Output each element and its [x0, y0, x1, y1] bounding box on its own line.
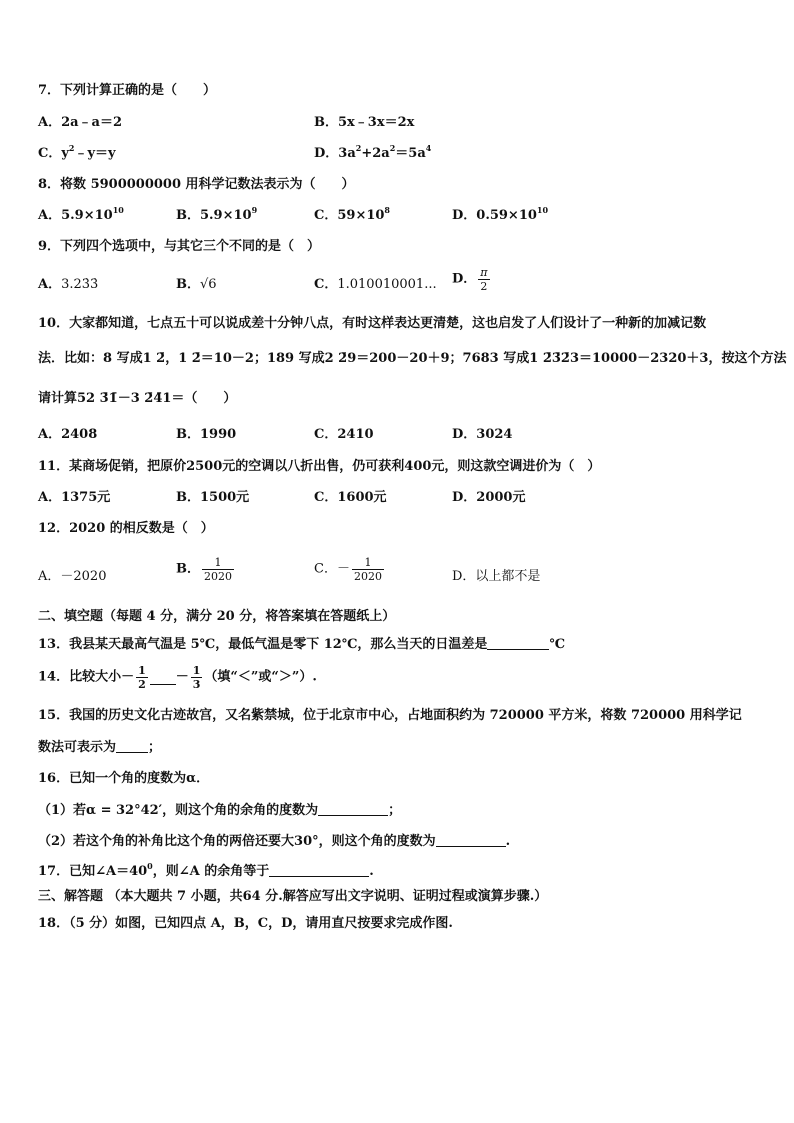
q11-option-c: C．1600元 [314, 490, 387, 505]
q10-line3: 请计算52 3̄1̄－3 2̄4̄1＝（ ） [38, 391, 237, 406]
q16-stem: 16．已知一个角的度数为α． [38, 771, 210, 786]
q12-option-c: C．－ $\frac{1}{2020}$ [314, 556, 382, 583]
q10-option-d: D．3024 [452, 427, 513, 442]
q12-option-b: B． $\frac{1}{2020}$ [176, 556, 232, 583]
q12-stem: 12．2020 的相反数是（ ） [38, 521, 214, 536]
q11-stem: 11．某商场促销，把原价2500元的空调以八折出售，仍可获利400元，则这款空调进价为（ ） [38, 459, 601, 474]
q10-option-b: B．1990 [176, 427, 237, 442]
q15-line2: 数法可表示为 ； [38, 740, 162, 755]
q8-option-c: C．$59\times 10^8$ [314, 205, 390, 223]
q15-line1: 15．我国的历史文化古迹故宫，又名紫禁城，位于北京市中心，占地面积约为 720000 平方米，将数 720000 用科学记 [38, 708, 742, 723]
q7-option-b: B．5x﹣3x＝2x [314, 115, 415, 130]
q14: 14．比较大小－ $\frac{1}{2}$ － $\frac{1}{3}$ （填“＜”或“＞”）. [38, 664, 317, 691]
q7-option-a: A．2a﹣a＝2 [38, 115, 123, 130]
q12-option-d: D．以上都不是 [452, 569, 541, 584]
q16-part1: （1）若α = 32°42′，则这个角的余角的度数为 ； [38, 803, 402, 818]
section-3-heading: 三、解答题 （本大题共 7 小题，共64 分.解答应写出文字说明、证明过程或演算步骤.） [38, 889, 548, 904]
q9-option-a: A．3.23̇3̇ [38, 277, 99, 292]
q18: 18．（5 分）如图，已知四点 A，B，C，D，请用直尺按要求完成作图. [38, 916, 453, 931]
q10-option-a: A．2408 [38, 427, 98, 442]
q13: 13．我县某天最高气温是 5℃，最低气温是零下 12℃，那么当天的日温差是 ℃ [38, 637, 566, 652]
q11-option-d: D．2000元 [452, 490, 526, 505]
q8-option-a: A．$5.9\times 10^{10}$ [38, 205, 124, 223]
q9-option-b: B．√6 [176, 277, 217, 292]
q7-option-d: D．$3a^2+2a^2=5a^4$ [314, 143, 432, 161]
section-2-heading: 二、填空题（每题 4 分，满分 20 分，将答案填在答题纸上） [38, 609, 396, 624]
q11-option-a: A．1375元 [38, 490, 111, 505]
q16-part2: （2）若这个角的补角比这个角的两倍还要大30°，则这个角的度数为 . [38, 834, 511, 849]
q8-option-b: B．$5.9\times 10^9$ [176, 205, 258, 223]
q12-option-a: A．－2020 [38, 569, 107, 584]
q8-option-d: D．$0.59\times 10^{10}$ [452, 205, 549, 223]
q11-option-b: B．1500元 [176, 490, 250, 505]
q9-option-d: D． $\frac{\pi}{2}$ [452, 266, 488, 293]
q7-stem: 7．下列计算正确的是（ ） [38, 83, 217, 98]
q8-stem: 8．将数 5900000000 用科学记数法表示为（ ） [38, 177, 355, 192]
q10-option-c: C．2410 [314, 427, 374, 442]
q9-option-c: C．1.010010001... [314, 277, 437, 292]
q10-line2: 法．比如：8 写成1 2̄，1 2̄＝10－2；189 写成2 2̄9＝200－20＋9；7683 写成1 2̄3̄2̄3＝10000－2320＋3，按这个方法 [38, 351, 787, 366]
q10-line1: 10．大家都知道，七点五十可以说成差十分钟八点，有时这样表达更清楚，这也启发了人们设计了一种新的加减记数 [38, 316, 707, 331]
q9-stem: 9．下列四个选项中，与其它三个不同的是（ ） [38, 239, 321, 254]
q17: 17．已知$\angle A=40^0$，则∠A 的余角等于 . [38, 861, 374, 879]
q7-option-c: C．$y^2﹣y=y$ [38, 143, 116, 161]
